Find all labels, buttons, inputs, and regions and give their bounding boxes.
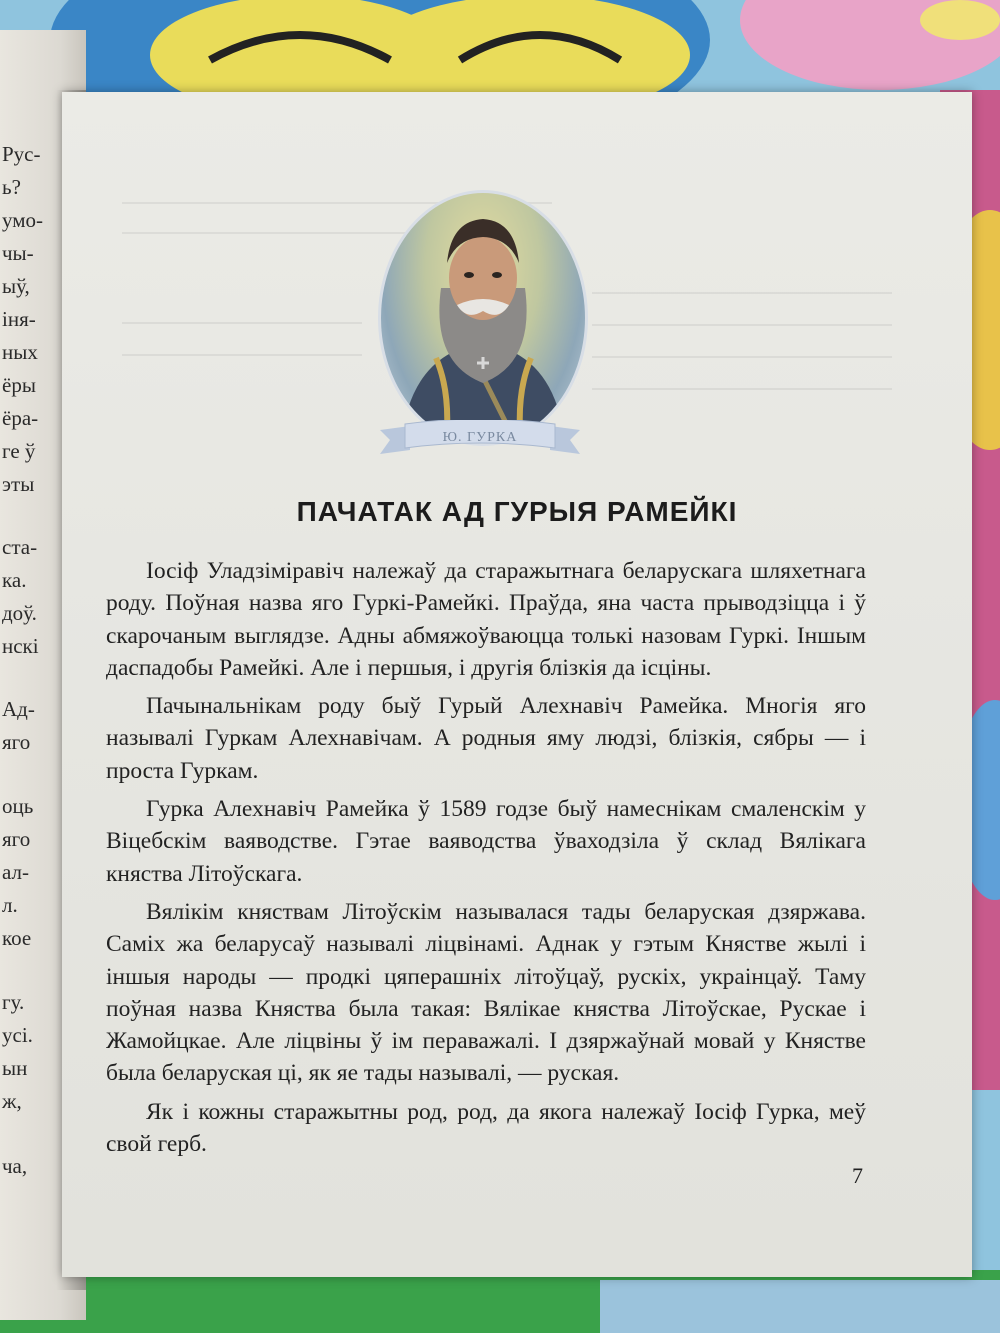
show-through-line xyxy=(592,292,892,294)
left-text-fragment: яго xyxy=(2,730,31,754)
left-text-fragment: Ад- xyxy=(2,697,35,721)
show-through-line xyxy=(122,322,362,324)
left-text-fragment: ын xyxy=(2,1056,28,1080)
page-number: 7 xyxy=(852,1163,863,1188)
left-text-fragment: ж, xyxy=(2,1089,22,1113)
portrait-illustration xyxy=(381,193,585,443)
left-text-fragment: оць xyxy=(2,794,34,818)
show-through-line xyxy=(592,388,892,390)
left-text-fragment: ёры xyxy=(2,373,36,397)
ribbon-label: Ю. ГУРКА xyxy=(442,430,518,445)
left-text-fragment: ыў, xyxy=(2,274,30,298)
left-text-fragment: ал- xyxy=(2,860,29,884)
chapter-title: ПАЧАТАК АД ГУРЫЯ РАМЕЙКІ xyxy=(296,496,738,527)
show-through-line xyxy=(592,356,892,358)
paragraph: Гурка Алехнавіч Рамейка ў 1589 годзе быў намеснікам смаленскім у Віцебскім ваяводстве. Гэтае ваяводства ўваходзіла ў склад Вялікага княства Літоўскага. xyxy=(106,796,866,887)
left-text-fragment: ге ў xyxy=(2,439,36,463)
left-text-fragment: ка. xyxy=(2,568,27,592)
portrait-oval xyxy=(378,190,588,446)
show-through-line xyxy=(122,354,362,356)
paragraph: Пачынальнікам роду быў Гурый Алехнавіч Рамейка. Многія яго называлі Гуркам Алехнавічам. А родныя яму людзі, блізкія, сябры — і проста Гуркам. xyxy=(106,693,866,784)
show-through-line xyxy=(592,324,892,326)
left-text-fragment: чы- xyxy=(2,241,34,265)
left-text-fragment: яго xyxy=(2,827,31,851)
left-text-fragment: л. xyxy=(2,893,18,917)
left-text-fragment: ча, xyxy=(2,1154,28,1178)
left-text-fragment: ь? xyxy=(2,175,21,199)
left-text-fragment: эты xyxy=(2,472,35,496)
paragraph: Як і кожны старажытны род, род, да якога належаў Іосіф Гурка, меў свой герб. xyxy=(106,1098,866,1158)
paragraph: Вялікім княствам Літоўскім называлася тады беларуская дзяржава. Саміх жа беларусаў называлі ліцвінамі. Аднак у гэтым Княстве жылі і іншыя народы — продкі цяперашніх літоўцаў, рускіх, украінцаў. Таму поўная назва Княства была такая: Вялікае княства Літоўскае, Рускае і Жамойцкае. Але ліцвіны ў ім пераважалі. І дзяржаўнай мовай у Княстве была беларуская ці, як яе тады называлі, — руская. xyxy=(106,898,866,1087)
left-text-fragment: доў. xyxy=(2,601,37,625)
left-text-fragment: гу. xyxy=(2,990,25,1014)
left-text-fragment: умо- xyxy=(2,208,44,232)
portrait-medallion xyxy=(370,190,590,470)
chapter-body xyxy=(106,555,866,1166)
left-text-fragment: ёра- xyxy=(2,406,39,430)
left-text-fragment: ных xyxy=(2,340,38,364)
left-text-fragment: Рус- xyxy=(2,142,41,166)
left-text-fragment: кое xyxy=(2,926,32,950)
left-text-fragment: іня- xyxy=(2,307,36,331)
paragraph: Іосіф Уладзіміравіч належаў да старажытнага беларускага шляхетнага роду. Поўная назва яго Гуркі-Рамейкі. Праўда, яна часта прыводзіцца і ў скарочаным выглядзе. Адны абмяжоўваюцца толькі назовам Гуркі. Іншым даспадобы Рамейкі. Але і першыя, і другія блізкія да ісціны. xyxy=(106,558,866,681)
left-text-fragment: усі. xyxy=(2,1023,33,1047)
left-text-fragment: ста- xyxy=(2,535,38,559)
left-text-fragment: нскі xyxy=(2,634,39,658)
